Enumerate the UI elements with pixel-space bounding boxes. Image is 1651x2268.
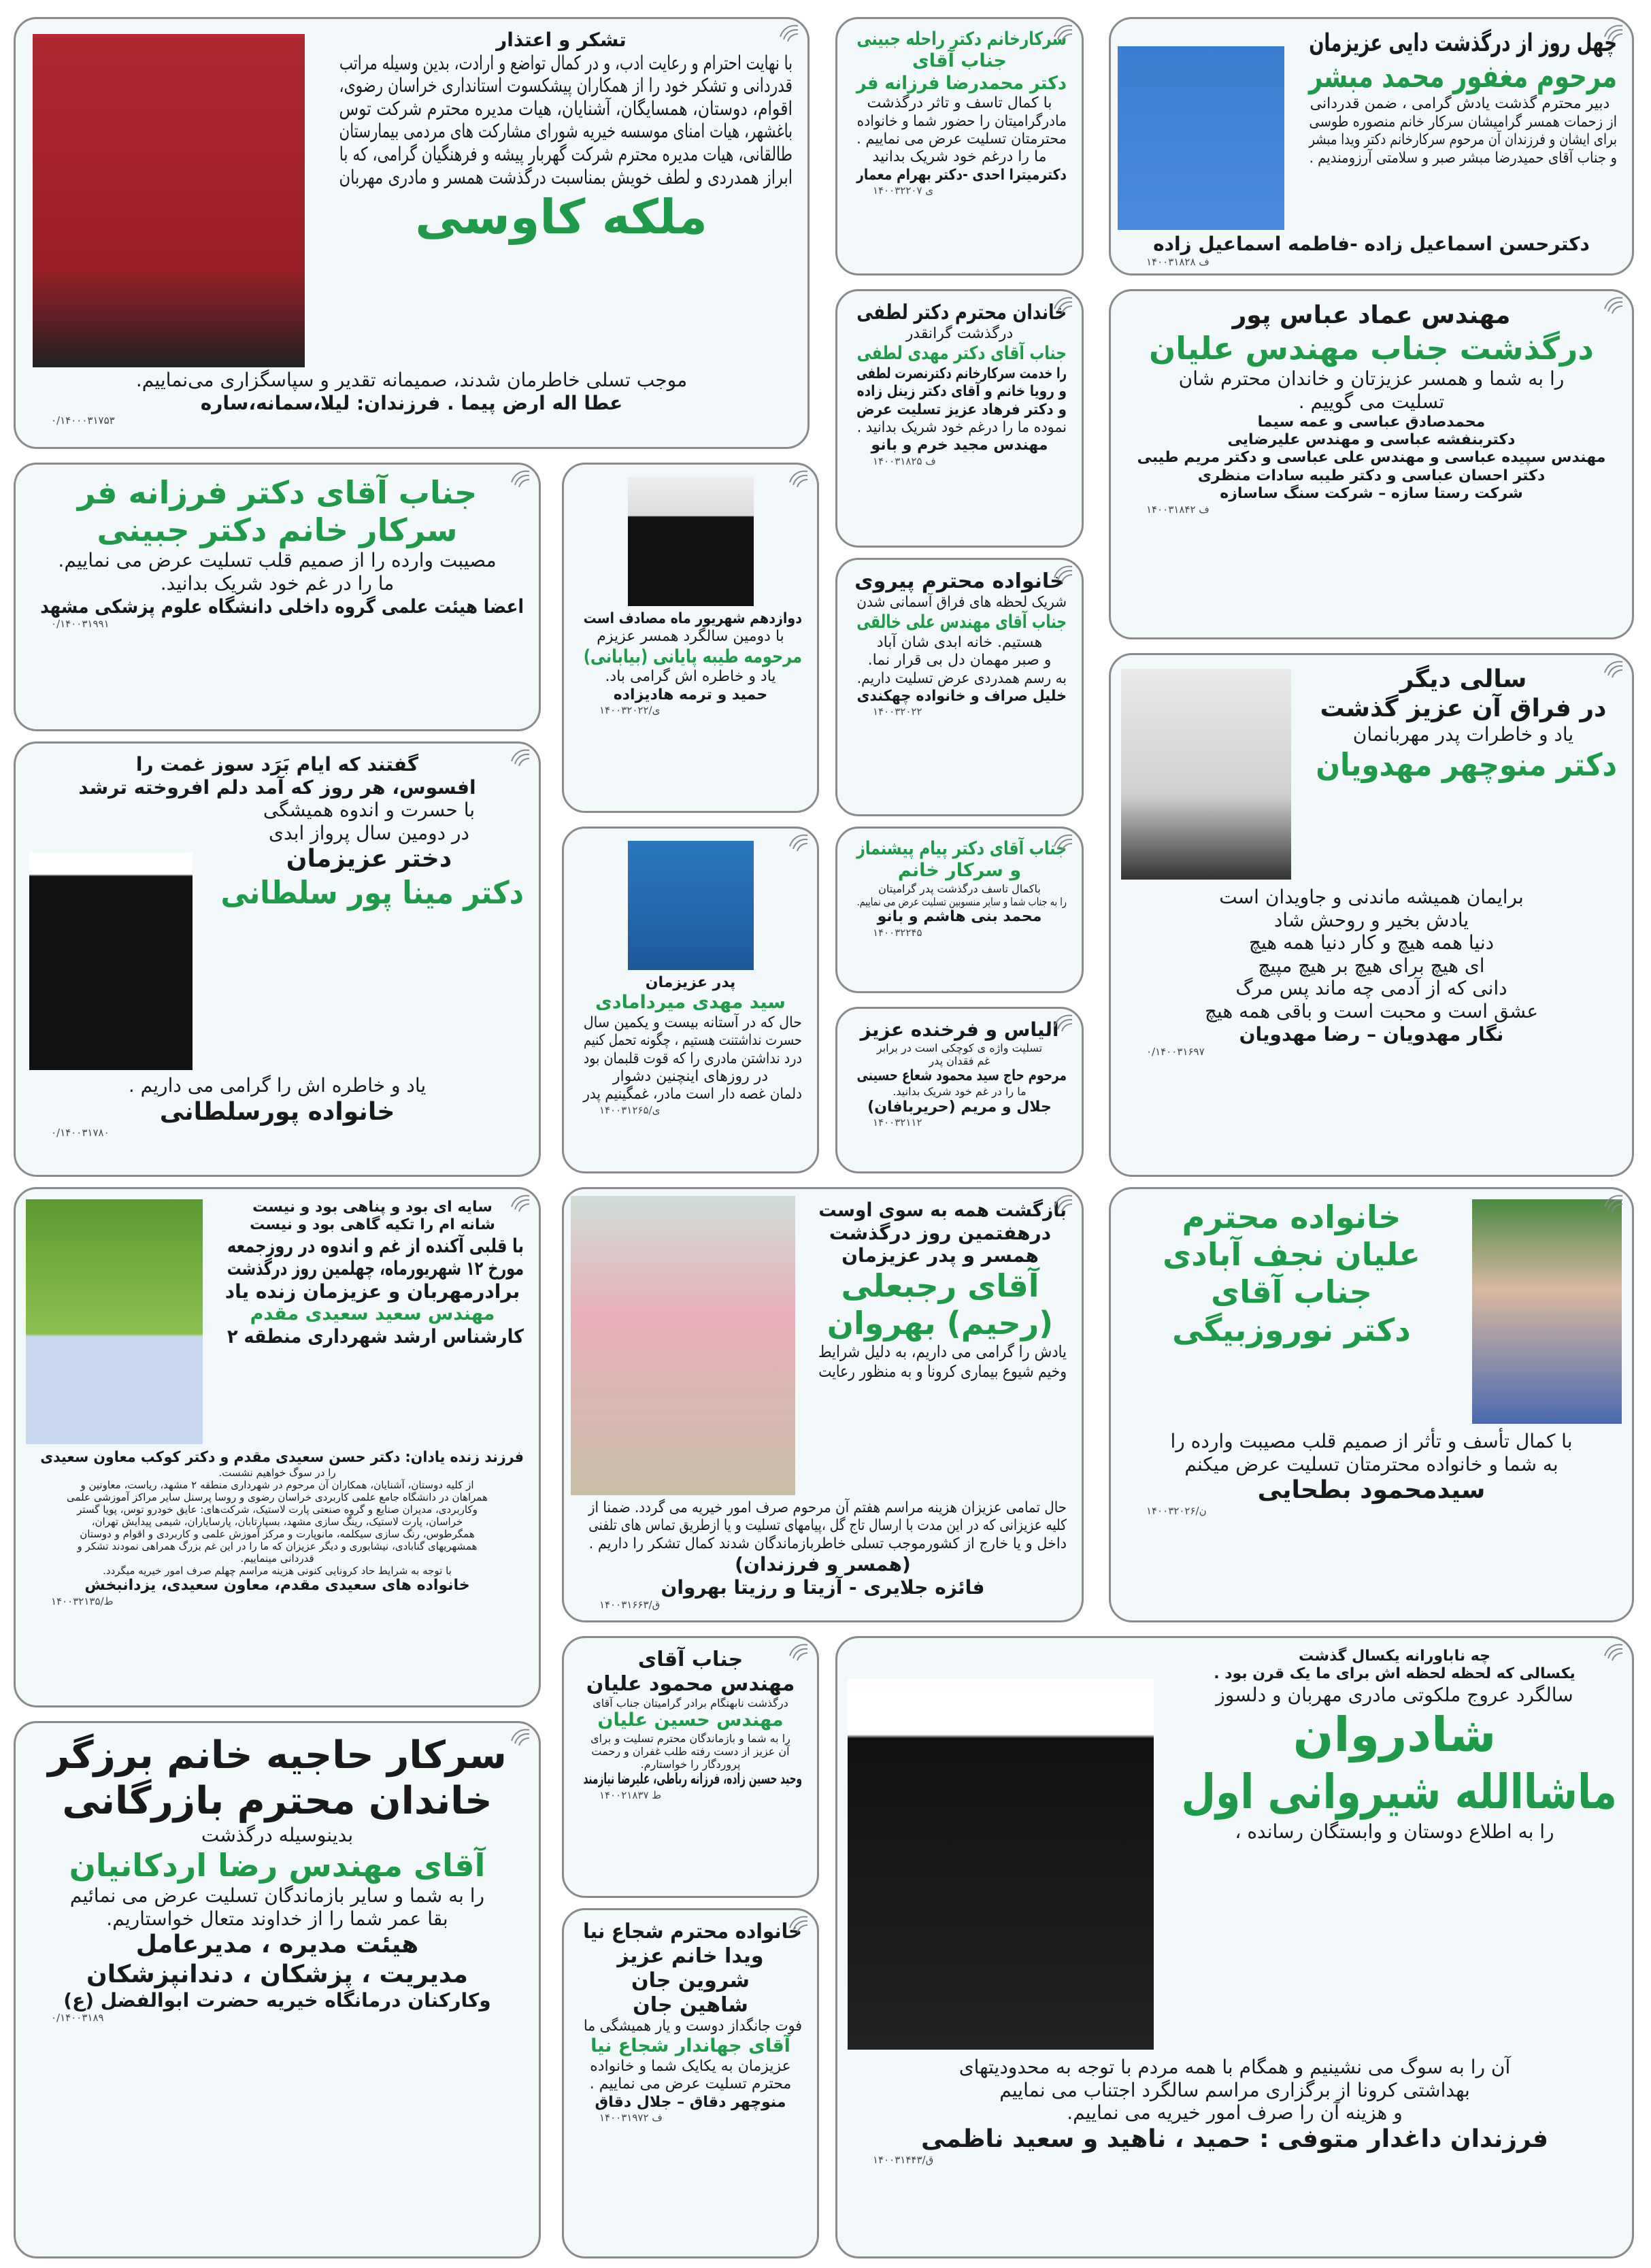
ornament-icon	[507, 469, 531, 489]
condolence-ad-lotfi	[835, 289, 1084, 548]
ad-body	[852, 569, 1067, 705]
ad-body	[814, 1199, 1067, 1499]
ad-text-line: یادش را گرامی می داریم، به دلیل شرایط	[818, 1342, 1067, 1362]
ad-text-line: دکتر نوروزبیگی	[1172, 1311, 1411, 1348]
condolence-ad-mirdamadi	[562, 827, 819, 1173]
condolence-ad-bazargani	[14, 1721, 541, 2258]
ad-text-line: فرزندان داغدار متوفی : حمید ، ناهید و سعید ناظمی	[921, 2124, 1548, 2153]
portrait-photo	[1118, 46, 1284, 230]
ad-text-line: مهندس مجید خرم و بانو	[871, 437, 1048, 454]
ad-text-line: آقای جهاندار شجاع نیا	[590, 2035, 790, 2057]
ad-text-line: با کمال تاسف و تاثر درگذشت	[867, 95, 1052, 112]
condolence-ad-mahdavian	[1109, 653, 1634, 1177]
ad-text-line: دختر عزیزمان	[286, 845, 452, 873]
ad-text-line: علیان نجف آبادی	[1163, 1236, 1420, 1273]
ad-text-line: خلیل صراف و خانواده چهکندی	[856, 687, 1067, 705]
ad-text-line: عزیزمان به یکایک شما و خانواده	[590, 2057, 791, 2075]
ornament-icon	[786, 1642, 809, 1663]
condolence-ad-kavousi	[14, 17, 810, 449]
condolence-ad-elias	[835, 1007, 1084, 1173]
ad-text-line: مهندس سپیده عباسی و مهندس علی عباسی و دکتر مریم طیبی	[1137, 449, 1606, 467]
ad-text-line: با کمال تأسف و تأثر از صمیم قلب مصیبت وارده را	[1170, 1430, 1573, 1452]
ad-text-line: چه ناباورانه یکسال گذشت	[1299, 1648, 1490, 1665]
ad-text-line: جناب آقای	[1211, 1273, 1372, 1311]
ad-text-line: باکمال تاسف درگذشت پدر گرامیتان	[878, 882, 1041, 895]
ad-text-line: خاندان محترم دکتر لطفی	[856, 301, 1067, 324]
ad-text-line: شروین جان	[631, 1969, 750, 1992]
ad-text-line: با نهایت احترام و رعایت ادب، و در کمال تواضع و ارادت، بدین وسیله مراتب	[339, 51, 793, 74]
ad-text-line: وخیم شیوع بیماری کرونا و به منظور رعایت	[818, 1361, 1067, 1381]
ad-text-line: گفتند که ایام بَرَد سوز غمت را	[135, 753, 419, 776]
ad-text-line: سرکار حاجیه خانم برزگر	[48, 1733, 507, 1778]
ad-text-line: پدر عزیزمان	[645, 974, 736, 991]
portrait-photo	[571, 1196, 795, 1495]
condolence-ad-shojania	[562, 1908, 819, 2258]
ad-text-line: از زحمات همسر گرامیشان سرکار خانم منصوره طوسی	[1309, 113, 1617, 131]
ad-text-line: سالی دیگر	[1399, 665, 1527, 693]
ad-text-line: و رویا خانم و آقای دکتر زینل زاده	[856, 383, 1067, 401]
ad-text-line: مورخ ۱۲ شهریورماه، چهلمین روز درگذشت	[227, 1257, 524, 1280]
ad-code: ف ۱۴۰۰۳۱۸۲۵	[873, 454, 936, 467]
ad-text-line: درگذشت جناب مهندس علیان	[1149, 330, 1594, 367]
condolence-ad-norouzbeigi	[1109, 1187, 1634, 1622]
ad-text-line: آقای رجبعلی	[841, 1267, 1039, 1304]
ad-text-line: ما را درغم خود شریک بدانید	[872, 148, 1047, 166]
ad-text-line: همشهریهای گنابادی، نیشابوری و دیگر عزیزان که ما را در این غم بزرگ همراهی نمودند تشکر و	[77, 1540, 478, 1553]
ad-text-line: محمدصادق عباسی و عمه سیما	[1257, 413, 1486, 431]
ad-body	[852, 838, 1067, 927]
ad-text-line: حسرت نداشتنت هستیم ، چگونه تحمل کنیم	[583, 1032, 802, 1050]
ornament-icon	[1601, 659, 1624, 680]
ad-text-line: دانی که از آدمی چه ماند پس مرگ	[1235, 977, 1507, 1000]
ad-text-line: عطا اله ارض پیما . فرزندان: لیلا،سمانه،ساره	[200, 391, 623, 414]
ad-text-line: و سرکار خانم	[897, 860, 1022, 882]
ad-text-line: فوت جانگداز دوست و یار همیشگی ما	[584, 2018, 802, 2035]
ad-text-line: دکترحسن اسماعیل زاده -فاطمه اسماعیل زاده	[1153, 233, 1590, 255]
ad-foot	[579, 1499, 1067, 1599]
ad-body	[852, 301, 1067, 455]
ad-text-line: را به شما و همسر عزیزتان و خاندان محترم شان	[1178, 367, 1565, 390]
ad-code: ۱۴۰۰۳۲۰۲۲	[873, 705, 922, 718]
ad-text-line: درگذشت گرانقدر	[905, 325, 1014, 342]
ad-text-line: محترمتان تسلیت عرض می نماییم .	[856, 130, 1067, 148]
ornament-icon	[1601, 295, 1624, 316]
ad-text-line: عشق است و محبت است و باقی همه هیچ	[1204, 999, 1539, 1022]
ad-code: ط ۱۴۰۰۲۱۸۳۷	[599, 1788, 662, 1801]
condolence-ad-shirvani	[835, 1636, 1634, 2258]
ad-text-line: پروردگار را خواستارم.	[640, 1757, 741, 1771]
ad-text-line: دوازدهم شهریور ماه مصادف است	[583, 610, 802, 627]
ad-text-line: اعضا هیئت علمی گروه داخلی دانشگاه علوم پزشکی مشهد	[40, 595, 524, 618]
ad-text-line: دکتر منوچهر مهدویان	[1316, 746, 1617, 783]
ad-body	[579, 1920, 802, 2112]
ad-text-line: مهندس سعید سعیدی مقدم	[250, 1303, 495, 1324]
ad-text-line: خانواده پورسلطانی	[159, 1097, 395, 1126]
condolence-ad-abbaspour	[1109, 289, 1634, 639]
ad-text-line: اقوام، دوستان، همسایگان، آشنایان، هیات مدیره محترم شرکت توس	[339, 97, 793, 120]
ad-text-line: بقا عمر شما را از خداوند متعال خواستاریم.	[106, 1907, 448, 1930]
ad-text-line: هستیم. خانه ابدی شان آباد	[876, 633, 1043, 651]
ad-text-line: بازگشت همه به سوی اوست	[818, 1199, 1067, 1221]
ad-text-line: جناب آقای دکتر پیام پیشنماز	[856, 838, 1067, 859]
ad-body	[31, 1733, 524, 2012]
ad-text-line: محمد بنی هاشم و بانو	[877, 908, 1042, 926]
ad-text-line: را به اطلاع دوستان و وابستگان رسانده ،	[1235, 1820, 1554, 1844]
ad-text-line: (همسر و فرزندان)	[735, 1553, 911, 1576]
ad-text-line: غم فقدان پدر	[929, 1054, 990, 1067]
ad-text-line: افسوس، هر روز که آمد دلم افروخته ترشد	[78, 776, 476, 799]
ad-text-line: ابراز همدردی و لطف خویش بمناسبت درگذشت همسر و مادری مهربان	[339, 165, 793, 188]
ad-text-line: تسلیت واژه ی کوچکی است در برابر	[876, 1041, 1043, 1054]
ad-text-line: نموده ما را درغم خود شریک بدانید .	[856, 418, 1067, 436]
ad-body	[214, 799, 524, 1074]
ad-text-line: دکتر مینا پور سلطانی	[220, 873, 524, 911]
ornament-icon	[1050, 295, 1073, 316]
ad-code: ۰/۱۴۰۰۰۳۱۷۵۳	[51, 414, 115, 427]
ad-body	[852, 1018, 1067, 1116]
portrait-photo	[26, 1199, 203, 1444]
portrait-photo	[29, 852, 193, 1070]
ornament-icon	[1050, 564, 1073, 584]
condolence-ad-elian	[562, 1636, 819, 1898]
ad-text-line: کلیه عزیزانی که در این مدت با ارسال تاج گل ،پیامهای تسلیت و یا ازطریق تماس های تلفنی	[588, 1517, 1067, 1535]
ad-text-line: طالقانی، هیات مدیره محترم شرکت گهربار پیشه و فرهنگیان گرامی، که با	[339, 142, 793, 165]
condolence-ad-farzanehfar	[835, 17, 1084, 276]
ad-text-line: منوچهر دقاق – جلال دقاق	[595, 2093, 786, 2111]
ad-text-line: به شما و خانواده محترمتان تسلیت عرض میکنم	[1184, 1452, 1558, 1475]
ad-code: ۰/۱۴۰۰۳۱۶۹۷	[1146, 1046, 1205, 1058]
ad-code: ن/۱۴۰۰۳۲۰۲۶	[1146, 1505, 1207, 1518]
condolence-ad-mobasher	[1109, 17, 1634, 276]
ad-text-line: و صبر مهمان دل بی قرار نما.	[867, 652, 1052, 669]
ad-text-line: دکتر احسان عباسی و دکتر طیبه سادات منظری	[1197, 467, 1546, 484]
ornament-icon	[1050, 1193, 1073, 1214]
ad-text-line: مهندس حسین علیان	[597, 1710, 784, 1731]
ad-text-line: شادروان	[1293, 1707, 1497, 1763]
ad-text-line: درگذشت نابهنگام برادر گرامیتان جناب آقای	[593, 1697, 788, 1710]
ad-text-line: چهل روز از درگذشت دایی عزیزمان	[1309, 29, 1617, 57]
ad-text-line: ما را در غم خود شریک بدانید.	[893, 1085, 1027, 1099]
ad-text-line: ما را در غم خود شریک بدانید.	[160, 571, 395, 595]
ad-text-line: بهداشتی کرونا از برگزاری مراسم سالگرد اجتناب می نماییم	[999, 2078, 1470, 2101]
ad-body	[330, 29, 793, 369]
portrait-photo	[628, 841, 754, 970]
ad-text-line: و هزینه آن را صرف امور خیریه می نماییم.	[1067, 2101, 1403, 2124]
ad-body	[1172, 1648, 1617, 2056]
ad-text-line: خانواده محترم شجاع نیا	[583, 1920, 802, 1944]
ad-body	[579, 1648, 802, 1789]
ad-text-line: ای هیچ برای هیچ بر هیچ مپیچ	[1258, 954, 1485, 977]
condolence-ad-faculty	[14, 463, 541, 731]
ad-text-line: الیاس و فرخنده عزیز	[860, 1018, 1059, 1041]
ad-foot	[1126, 233, 1617, 256]
ad-foot	[31, 1449, 524, 1595]
ad-text-line: همسر و پدر عزیزمان	[841, 1244, 1039, 1267]
ad-text-line: در دومین سال پرواز ابدی	[269, 821, 469, 844]
ad-text-line: دلمان غصه دار است مادر، غمگینیم پدر	[583, 1086, 802, 1103]
ad-text-line: باغشهر، هیات امنای موسسه خیریه شورای مشارکت های مردمی بیمارستان	[339, 120, 793, 143]
ad-text-line: حال تمامی عزیزان هزینه مراسم هفتم آن مرحوم صرف امور خیریه می گردد. ضمنا از	[588, 1499, 1067, 1516]
ornament-icon	[507, 1193, 531, 1214]
ad-foot	[31, 369, 793, 414]
ad-text-line: همگرطوس، رنگ سازی سیکلمه، مانوپارت و مرکز آموزش علمی و کاربردی و اقوام و دوستان	[80, 1528, 475, 1541]
portrait-photo	[1472, 1199, 1622, 1424]
ad-body	[852, 29, 1067, 184]
ad-text-line: شاهین جان	[633, 1993, 748, 2017]
ad-body	[31, 474, 524, 618]
ad-text-line: فرزند زنده یادان: دکتر حسن سعیدی مقدم و دکتر کوکب معاون سعیدی	[40, 1449, 524, 1466]
ornament-icon	[507, 1727, 531, 1748]
ad-text-line: دبیر محترم گذشت یادش گرامی ، ضمن قدردانی	[1310, 95, 1610, 113]
ad-text-line: قدردانی و تشکر خود را از همکاران پیشکسوت استانداری خراسان رضوی،	[339, 74, 793, 97]
portrait-photo	[848, 1679, 1154, 2050]
portrait-photo	[33, 34, 305, 367]
ad-text-line: مادرگرامیتان را حضور شما و خانواده	[856, 112, 1067, 130]
ad-text-line: مهندس محمود علیان	[586, 1672, 795, 1696]
ad-code: ط/۱۴۰۰۳۲۱۳۵	[51, 1595, 114, 1607]
ad-text-line: یکسالی که لحظه لحظه اش برای ما یک قرن بود .	[1214, 1665, 1575, 1683]
ad-text-line: جناب آقای مهندس علی خالقی	[856, 612, 1067, 633]
ad-text-line: خانواده های سعیدی مقدم، معاون سعیدی، یزدانبخش	[84, 1577, 470, 1595]
ad-foot	[852, 2056, 1617, 2154]
ad-body	[1310, 665, 1617, 886]
ad-text-line: دنیا همه هیچ و کار دنیا همه هیچ	[1248, 931, 1495, 954]
ad-text-line: نگار مهدویان – رضا مهدویان	[1239, 1022, 1504, 1046]
ornament-icon	[1601, 1642, 1624, 1663]
ad-code: ی/۱۴۰۰۳۲۰۲۲	[599, 703, 661, 716]
ad-text-line: فائزه جلایری - آزیتا و رزیتا بهروان	[661, 1575, 985, 1599]
ad-text-line: ماشاالله شیروانی اول	[1181, 1764, 1617, 1820]
condolence-ad-peyrovi	[835, 558, 1084, 816]
ad-code: ق/۱۴۰۰۳۱۴۴۳	[873, 2153, 934, 2166]
ad-text-line: مصیبت وارده را از صمیم قلب تسلیت عرض می نماییم.	[58, 549, 497, 572]
ad-text-line: مدیریت ، پزشکان ، دندانپزشکان	[86, 1960, 468, 1988]
ad-text-line: حال که در آستانه بیست و یکمین سال	[583, 1014, 802, 1031]
ad-text-line: با توجه به شرایط حاد کرونایی کنونی هزینه مراسم چهلم صرف امور خیریه میگردد.	[103, 1565, 452, 1578]
ad-text-line: آقای مهندس رضا اردکانیان	[69, 1846, 486, 1884]
ornament-icon	[507, 748, 531, 768]
ad-text-line: موجب تسلی خاطرمان شدند، صمیمانه تقدیر و سپاسگزاری می‌نماییم.	[135, 369, 688, 391]
ad-foot	[31, 1074, 524, 1127]
ad-text-line: و دکتر فرهاد عزیز تسلیت عرض	[856, 401, 1067, 418]
ad-text-line: از کلیه دوستان، آشنایان، همکاران آن مرحوم در شهرداری منطقه ۲ مشهد، ریاست، معاونین و	[80, 1479, 474, 1492]
ad-text-line: تسلیت می گوییم .	[1298, 390, 1445, 413]
ad-text-line: خانواده محترم	[1182, 1199, 1401, 1235]
ad-code: ۱۴۰۰۳۲۱۱۲	[873, 1116, 922, 1129]
ad-text-line: را به جناب شما و سایر منسوبین تسلیت عرض می نماییم.	[856, 895, 1067, 908]
ad-text-line: با حسرت و اندوه همیشگی	[263, 799, 476, 822]
ad-text-line: با دومین سالگرد همسر عزیزم	[597, 628, 784, 646]
ad-text-line: ملکه کاوسی	[415, 189, 707, 246]
ad-body	[1126, 1199, 1457, 1430]
ornament-icon	[786, 833, 809, 853]
ornament-icon	[786, 469, 809, 489]
ad-text-line: یاد و خاطره اش را گرامی می داریم .	[128, 1074, 427, 1097]
ad-text-line: بدینوسیله درگذشت	[201, 1824, 354, 1847]
portrait-photo	[628, 477, 754, 606]
ad-text-line: وکارکنان درمانگاه خیریه حضرت ابوالفضل (ع)	[63, 1988, 491, 2012]
ad-text-line: محترم تسلیت عرض می نماییم .	[589, 2075, 792, 2093]
ornament-icon	[1601, 23, 1624, 44]
ad-text-line: مرحوم حاج سید محمود شعاع حسینی	[856, 1067, 1067, 1084]
condolence-ad-bahravan	[562, 1187, 1084, 1622]
ad-text-line: سرکار خانم دکتر جبینی	[97, 512, 458, 549]
ad-code: ی/۱۴۰۰۳۱۲۶۵	[599, 1103, 661, 1116]
ad-text-line: دکتربنفشه عباسی و مهندس علیرضایی	[1227, 431, 1516, 448]
ad-text-line: را به شما و بازماندگان محترم تسلیت و برای	[590, 1731, 790, 1745]
condolence-ad-hadizadeh	[562, 463, 819, 813]
ad-text-line: در روزهای اینچنین دشوار	[612, 1067, 769, 1085]
ad-text-line: برای ایشان و فرزندان آن مرحوم سرکارخانم دکتر ویدا مبشر	[1309, 131, 1617, 149]
ad-text-line: شانه ام را تکیه گاهی بود و نیست	[250, 1216, 495, 1234]
condolence-ad-poursoltani	[14, 741, 541, 1177]
ornament-icon	[1050, 23, 1073, 44]
condolence-ad-pishnamaz	[835, 827, 1084, 993]
ad-foot	[1126, 1430, 1617, 1505]
ad-text-line: یاد و خاطره اش گرامی باد.	[605, 668, 776, 686]
ad-text-line: جناب آقای	[637, 1648, 744, 1671]
ad-code: ۰/۱۴۰۰۳۱۹۹۱	[51, 618, 110, 631]
ad-text-line: مرحومه طیبه پایانی (بیابانی)	[583, 646, 802, 667]
ad-body	[1126, 301, 1617, 503]
ad-text-line: جناب آقای دکتر فرزانه فر	[77, 474, 478, 511]
ad-text-line: دکترمیترا احدی -دکتر بهرام معمار	[856, 166, 1067, 184]
ad-text-line: وکاربردی، مدیران صنایع و گروه صنعتی پارت لاستیک، شرکت‌های: عایق خودرو توس، پویا گستر	[77, 1503, 478, 1516]
ad-text-line: دکتر محمدرضا فرزانه فر	[856, 72, 1067, 94]
ad-text-line: حمید و ترمه هادیزاده	[613, 686, 768, 703]
ad-code: ف ۱۴۰۰۳۱۹۷۲	[599, 2111, 663, 2124]
ad-code: ۱۴۰۰۳۲۲۴۵	[873, 926, 922, 939]
ad-text-line: آن عزیز از دست رفته طلب غفران و رحمت	[591, 1744, 790, 1758]
ad-head	[31, 753, 524, 799]
ad-text-line: خاندان محترم بازرگانی	[62, 1779, 493, 1824]
ad-text-line: جناب آقای	[912, 50, 1007, 72]
ad-text-line: یاد و خاطرات پدر مهربانمان	[1352, 723, 1574, 746]
ad-text-line: سایه ای بود و پناهی بود و نیست	[252, 1199, 493, 1216]
ornament-icon	[776, 23, 799, 44]
ornament-icon	[1050, 1013, 1073, 1033]
ad-text-line: شرکت رستا سازه – شرکت سنگ ساسازه	[1220, 485, 1523, 503]
ad-code: ی ۱۴۰۰۳۲۲۰۷	[873, 184, 934, 197]
ad-text-line: سید مهدی میردامادی	[595, 992, 786, 1014]
ornament-icon	[786, 1914, 809, 1935]
ad-text-line: سیدمحمود بطحایی	[1257, 1476, 1486, 1505]
ad-text-line: مرحوم مغفور محمد مبشر	[1308, 58, 1617, 95]
ad-text-line: همراهان در دانشگاه جامع علمی کاربردی خراسان رضوی و روسا پرسنل سایر مراکز آموزشی علمی	[66, 1491, 488, 1504]
ad-code: ۰/۱۴۰۰۳۱۷۸۰	[51, 1126, 110, 1139]
ad-text-line: تشکر و اعتذار	[496, 29, 627, 51]
ad-code: ف ۱۴۰۰۳۱۸۴۲	[1146, 503, 1210, 516]
ad-text-line: به رسم همدردی عرض تسلیت داریم.	[856, 669, 1067, 687]
ad-text-line: جناب آقای دکتر مهدی لطفی	[856, 343, 1067, 365]
ad-text-line: سرکارخانم دکتر راحله جبینی	[856, 29, 1067, 50]
ad-text-line: در فراق آن عزیز گذشت	[1320, 695, 1607, 723]
ad-body	[1303, 29, 1617, 233]
ad-text-line: ویدا خانم عزیز	[617, 1944, 764, 1968]
ad-text-line: مهندس عماد عباس پور	[1232, 301, 1511, 329]
ad-text-line: با قلبی آکنده از غم و اندوه در روزجمعه	[227, 1234, 524, 1257]
ad-text-line: یادش بخیر و روحش شاد	[1273, 908, 1469, 931]
ad-text-line: برادرمهربان و عزیزمان زنده یاد	[224, 1280, 520, 1303]
ad-text-line: داخل و یا خارج از کشورموجب تسلی خاطربازماندگان شدند کمال تشکر را داریم .	[588, 1535, 1067, 1552]
ad-body	[221, 1199, 524, 1449]
ad-text-line: جلال و مریم (حریربافان)	[867, 1098, 1052, 1116]
ad-text-line: درهفتمین روز درگذشت	[829, 1221, 1052, 1244]
condolence-ad-saeedi	[14, 1187, 541, 1707]
ad-text-line: را خدمت سرکارخانم دکترنصرت لطفی	[856, 365, 1067, 382]
ad-code: ق/۱۴۰۰۳۱۶۶۳	[599, 1599, 661, 1612]
ad-text-line: را به شما و سایر بازماندگان تسلیت عرض می نمائیم	[69, 1884, 485, 1907]
ad-text-line: و جناب آقای حمیدرضا مبشر صبر و سلامتی آرزومندیم .	[1309, 149, 1617, 167]
ad-text-line: خراسان، پارت لاستیک، رینگ سازی مشهد، بسپارتابان، پارسایاران، شیمی پیدایش تهران،	[91, 1516, 463, 1529]
ad-code: ف ۱۴۰۰۳۱۸۲۸	[1146, 255, 1210, 268]
ad-text-line: خانواده محترم پیروی	[854, 569, 1065, 593]
portrait-photo	[1121, 669, 1291, 880]
ad-text-line: برایمان همیشه ماندنی و جاویدان است	[1219, 886, 1524, 908]
ad-text-line: درد نداشتن مادری را که قوت قلبمان بود	[583, 1050, 802, 1067]
ornament-icon	[1601, 1193, 1624, 1214]
ad-foot	[1126, 886, 1617, 1046]
ad-text-line: هیئت مدیره ، مدیرعامل	[135, 1931, 419, 1959]
ad-text-line: سالگرد عروج ملکوتی مادری مهربان و دلسوز	[1216, 1683, 1573, 1706]
ad-text-line: شریک لحظه های فراق آسمانی شدن	[856, 594, 1067, 611]
ad-text-line: آن را به سوگ می نشینیم و همگام با همه مردم با توجه به محدودیتهای	[958, 2056, 1511, 2078]
ornament-icon	[1050, 833, 1073, 853]
ad-code: ۰/۱۴۰۰۳۱۸۹	[51, 2012, 104, 2024]
ad-text-line: (رحیم) بهروان	[827, 1304, 1054, 1341]
ad-text-line: کارشناس ارشد شهرداری منطقه ۲	[227, 1324, 524, 1348]
ad-text-line: وحید حسین زاده، فرزانه رباطی، علیرضا نیازمند	[583, 1771, 802, 1788]
ad-text-line: قدردانی مینماییم.	[240, 1552, 314, 1565]
ad-text-line: را در سوگ خواهیم نشست.	[218, 1467, 336, 1480]
